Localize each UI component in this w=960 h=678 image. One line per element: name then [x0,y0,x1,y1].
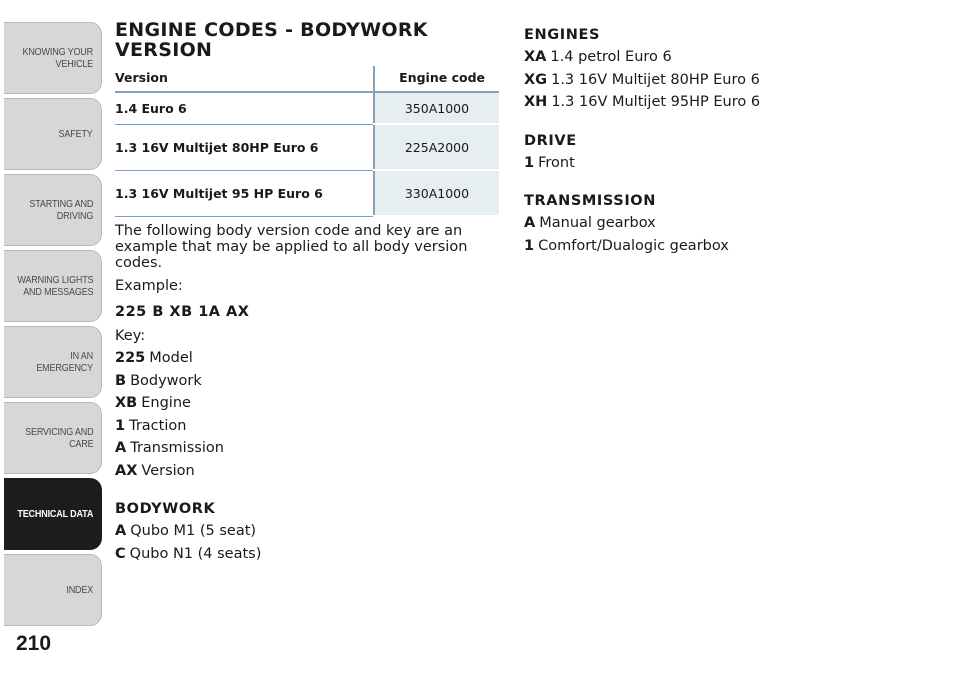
bodywork-code: A [115,523,127,539]
transmission-item [524,235,824,258]
tab-knowing-your-vehicle[interactable] [4,22,102,94]
key-code: AX [115,462,138,479]
drive-code: 1 [524,154,535,171]
tab-label: SERVICING AND CARE [24,426,93,450]
tab-label: WARNING LIGHTS AND MESSAGES [16,274,93,298]
tab-in-an-emergency[interactable] [4,326,102,398]
bodywork-desc: Qubo M1 (5 seat) [130,523,257,539]
tab-label: STARTING AND DRIVING [29,198,93,222]
main-content [115,20,499,565]
engine-code: XA [524,49,547,65]
key-code: A [115,440,127,456]
key-code: B [115,372,127,389]
key-item [115,392,499,415]
key-item [115,415,499,438]
key-item [115,437,499,460]
transmission-desc: Comfort/Dualogic gearbox [538,237,729,254]
version-cell: 1.4 Euro 6 [115,92,374,124]
engine-item [524,69,824,92]
key-code: 225 [115,350,146,366]
table-row [115,92,499,124]
tab-label: INDEX [66,584,93,596]
table-row [115,124,499,170]
key-list [115,347,499,482]
transmission-code: A [524,215,536,231]
bodywork-item [115,543,499,566]
engine-desc: 1.4 petrol Euro 6 [550,49,672,65]
drive-heading: DRIVE [524,132,577,149]
engine-code: XG [524,71,548,88]
engines-heading: ENGINES [524,27,601,43]
key-item [115,370,499,393]
intro-paragraph: The following body version code and key are an example that may be applied to all body version codes. [115,223,468,271]
engine-desc: 1.3 16V Multijet 80HP Euro 6 [551,71,760,88]
engine-item [524,46,824,69]
bodywork-desc: Qubo N1 (4 seats) [129,545,262,562]
key-desc: Model [149,350,193,366]
tab-label: TECHNICAL DATA [17,508,93,520]
key-label: Key: [115,328,146,344]
example-label: Example: [115,278,183,294]
engine-item [524,91,824,114]
key-desc: Bodywork [130,372,202,389]
key-item [115,347,499,370]
tab-starting-and-driving[interactable] [4,174,102,246]
tab-label: SAFETY [58,128,93,140]
key-desc: Version [141,462,195,479]
key-desc: Engine [141,395,191,411]
key-desc: Transmission [130,440,224,456]
engine-desc: 1.3 16V Multijet 95HP Euro 6 [551,94,761,110]
page-title: ENGINE CODES - BODYWORK VERSION [115,19,428,61]
transmission-code: 1 [524,237,535,254]
key-code: 1 [115,417,126,434]
column-header-engine-code: Engine code [374,66,499,92]
tab-label: KNOWING YOUR VEHICLE [22,46,93,70]
page-number: 210 [16,632,52,655]
right-content [524,24,824,257]
column-header-version: Version [115,66,374,92]
drive-item [524,152,824,175]
tab-servicing-and-care[interactable] [4,402,102,474]
tab-technical-data[interactable] [4,478,102,550]
drive-desc: Front [538,154,575,171]
table-row [115,170,499,216]
transmission-heading: TRANSMISSION [524,193,656,209]
engine-code-cell: 330A1000 [374,170,499,216]
bodywork-code: C [115,545,126,562]
key-item [115,460,499,483]
engine-code: XH [524,94,548,110]
tab-safety[interactable] [4,98,102,170]
engine-code-cell: 225A2000 [374,124,499,170]
example-code: 225 B XB 1A AX [115,304,250,320]
version-cell: 1.3 16V Multijet 80HP Euro 6 [115,124,374,170]
transmission-desc: Manual gearbox [539,215,656,231]
key-desc: Traction [129,417,187,434]
transmission-item [524,212,824,235]
engine-code-table [115,66,499,217]
tab-warning-lights[interactable] [4,250,102,322]
key-code: XB [115,395,138,411]
bodywork-item [115,520,499,543]
bodywork-heading: BODYWORK [115,501,216,517]
tab-label: IN AN EMERGENCY [36,350,93,374]
tab-index[interactable] [4,554,102,626]
version-cell: 1.3 16V Multijet 95 HP Euro 6 [115,170,374,216]
engine-code-cell: 350A1000 [374,92,499,124]
